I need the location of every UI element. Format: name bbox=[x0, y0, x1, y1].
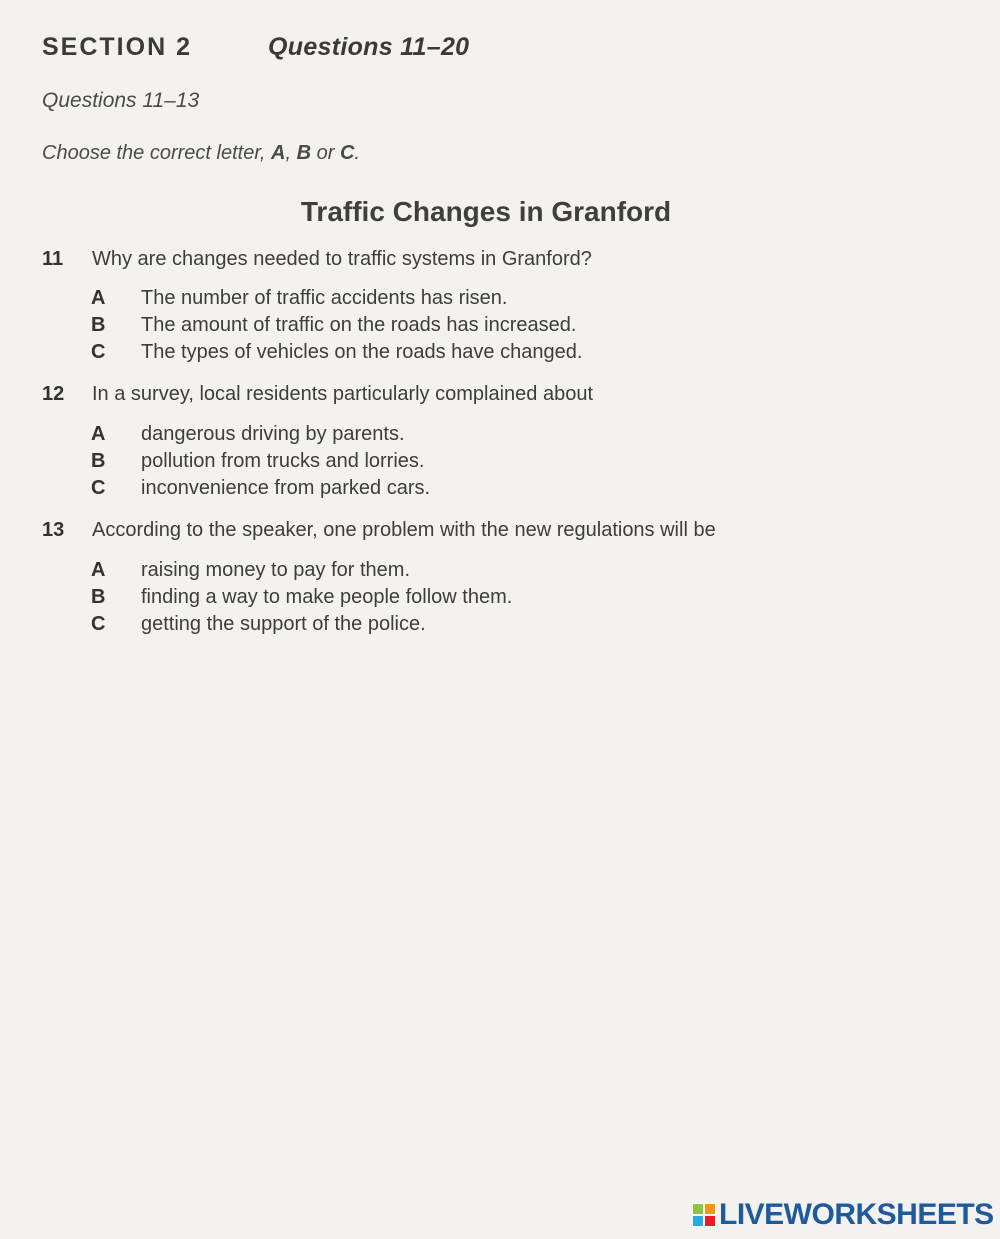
option-text: pollution from trucks and lorries. bbox=[141, 450, 425, 472]
option-13-c[interactable] bbox=[91, 611, 512, 638]
question-text: In a survey, local residents particularly complained about bbox=[92, 383, 593, 405]
option-text: raising money to pay for them. bbox=[141, 559, 411, 581]
option-12-c[interactable] bbox=[91, 475, 430, 502]
instruction-letter-b: B bbox=[296, 142, 312, 164]
option-text: inconvenience from parked cars. bbox=[141, 477, 431, 499]
question-11 bbox=[42, 246, 592, 272]
option-text: finding a way to make people follow them. bbox=[141, 586, 513, 608]
option-letter: B bbox=[91, 314, 106, 336]
logo-cell-blue bbox=[692, 1215, 704, 1227]
section-questions-range: Questions 11–20 bbox=[268, 33, 470, 61]
instruction-sep-1: , bbox=[285, 142, 297, 164]
option-text: The amount of traffic on the roads has increased. bbox=[141, 314, 577, 336]
option-11-b[interactable] bbox=[91, 312, 582, 339]
logo-cell-orange bbox=[704, 1203, 716, 1215]
option-11-c[interactable] bbox=[91, 339, 582, 366]
option-12-b[interactable] bbox=[91, 448, 430, 475]
instruction-text bbox=[42, 142, 360, 165]
page-title: Traffic Changes in Granford bbox=[300, 196, 672, 227]
logo-cell-red bbox=[704, 1215, 716, 1227]
question-13 bbox=[42, 517, 716, 543]
question-text: Why are changes needed to traffic systems in Granford? bbox=[92, 248, 592, 270]
option-letter: B bbox=[91, 586, 106, 608]
liveworksheets-logo-icon bbox=[692, 1203, 716, 1227]
option-letter: C bbox=[91, 613, 106, 635]
option-letter: A bbox=[91, 287, 106, 309]
section-heading bbox=[42, 32, 470, 62]
question-11-options bbox=[91, 285, 582, 366]
option-letter: C bbox=[91, 477, 106, 499]
question-12 bbox=[42, 381, 593, 407]
question-12-options bbox=[91, 421, 430, 502]
option-13-a[interactable] bbox=[91, 557, 512, 584]
logo-cell-green bbox=[692, 1203, 704, 1215]
instruction-letter-c: C bbox=[339, 142, 355, 164]
instruction-suffix: . bbox=[354, 142, 360, 164]
instruction-prefix: Choose the correct letter, bbox=[42, 142, 272, 164]
liveworksheets-logo bbox=[692, 1198, 994, 1232]
option-13-b[interactable] bbox=[91, 584, 512, 611]
option-text: getting the support of the police. bbox=[141, 613, 426, 635]
option-text: dangerous driving by parents. bbox=[141, 423, 405, 445]
option-11-a[interactable] bbox=[91, 285, 582, 312]
logo-text: LIVEWORKSHEETS bbox=[719, 1198, 994, 1231]
question-number: 12 bbox=[42, 383, 65, 405]
questions-subheading: Questions 11–13 bbox=[42, 89, 200, 112]
option-letter: A bbox=[91, 559, 106, 581]
question-number: 11 bbox=[42, 248, 64, 270]
option-text: The types of vehicles on the roads have changed. bbox=[141, 341, 583, 363]
instruction-sep-2: or bbox=[311, 142, 340, 164]
option-letter: B bbox=[91, 450, 106, 472]
instruction-letter-a: A bbox=[271, 142, 286, 164]
option-12-a[interactable] bbox=[91, 421, 430, 448]
section-label: SECTION 2 bbox=[42, 33, 192, 61]
option-text: The number of traffic accidents has risen. bbox=[141, 287, 508, 309]
option-letter: A bbox=[91, 423, 106, 445]
question-number: 13 bbox=[42, 519, 65, 541]
option-letter: C bbox=[91, 341, 106, 363]
question-13-options bbox=[91, 557, 512, 638]
question-text: According to the speaker, one problem with the new regulations will be bbox=[92, 519, 716, 541]
